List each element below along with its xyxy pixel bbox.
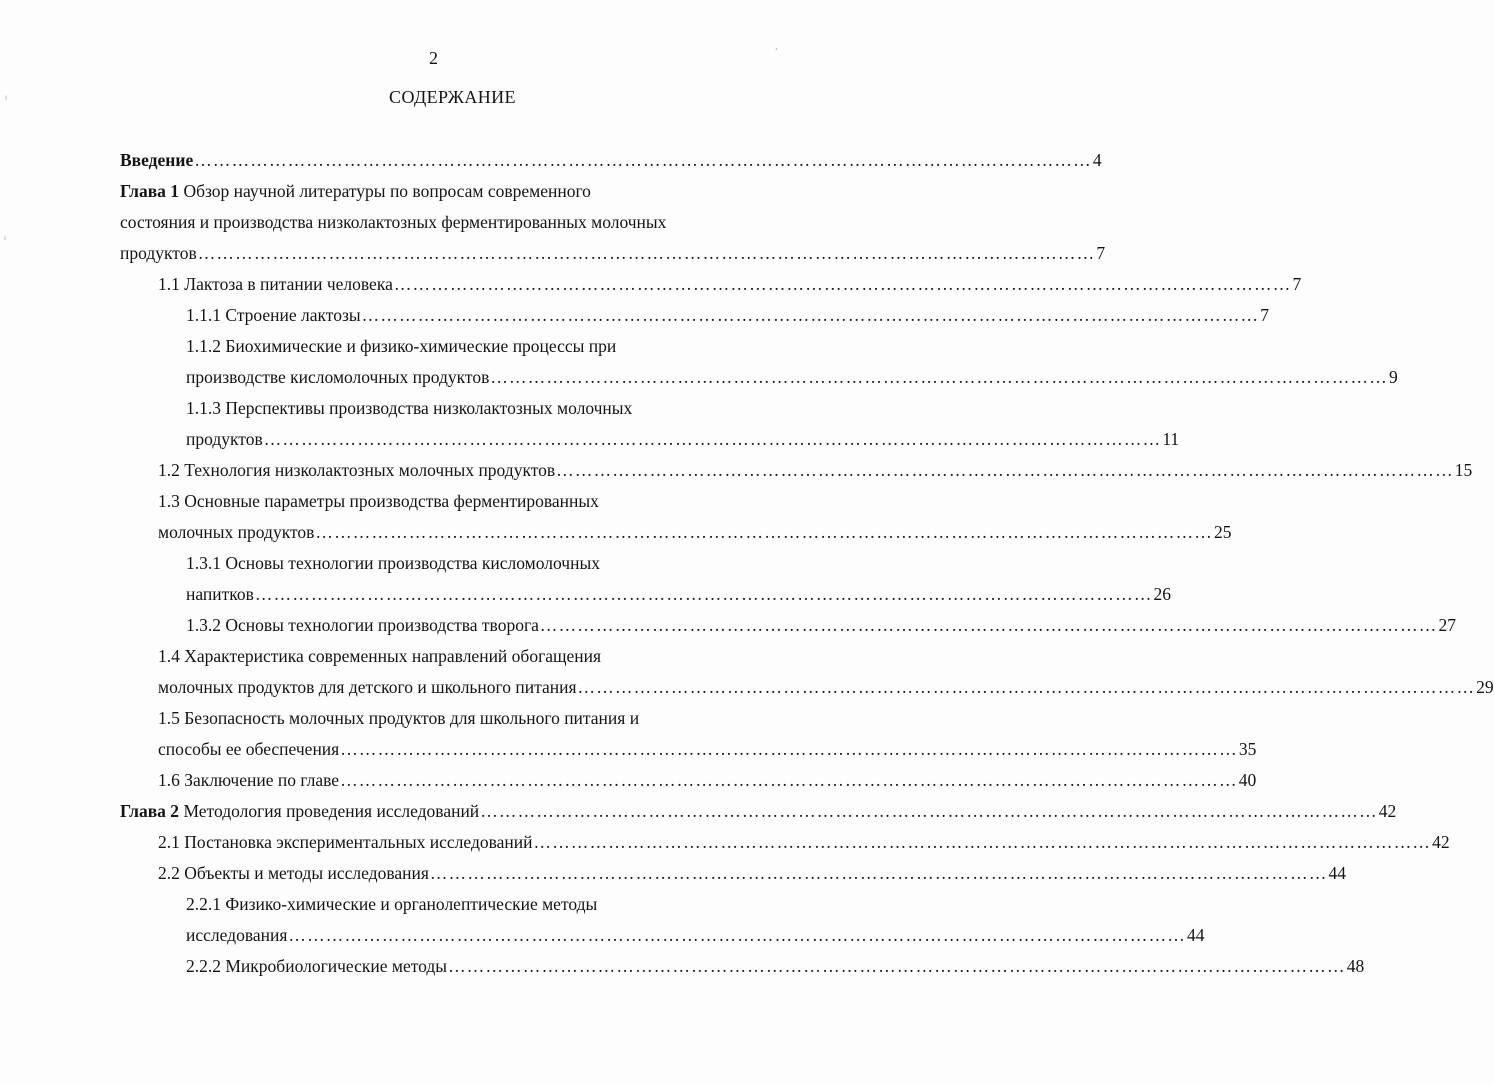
toc-entry-2-2[interactable]: 2.2 Объекты и методы исследования ……………………………………………………………………………………………………………………………… 44 [158, 858, 750, 889]
toc-entry-1-3-end[interactable]: молочных продуктов ……………………………………………………………………………………………………………………………… 25 [158, 517, 750, 548]
toc-entry-title: Методология проведения исследований [179, 801, 480, 821]
toc-entry-title: продуктов [120, 243, 197, 263]
toc-page-number: 48 [1346, 956, 1365, 976]
toc-page-number: 44 [1187, 925, 1205, 945]
toc-entry-1-1-2-end[interactable]: производстве кисломолочных продуктов ……………………………………………………………………………………………………………………………… 9 [186, 362, 750, 393]
toc-page-number: 42 [1378, 801, 1397, 821]
toc-entry-title: 1.3.2 Основы технологии производства творога [186, 615, 539, 635]
toc-page-number: 44 [1328, 863, 1347, 883]
chapter-label: Глава 1 [120, 181, 180, 201]
toc-entry-1-6[interactable]: 1.6 Заключение по главе ……………………………………………………………………………………………………………………………… 40 [158, 765, 750, 796]
scan-speck: ⁱ [4, 235, 7, 246]
toc-entry-1-3-1[interactable] [186, 548, 750, 579]
toc-entry-introduction[interactable]: Введение ……………………………………………………………………………………………………………………………… 4 [120, 145, 750, 176]
toc-entry-title: 2.2.2 Микробиологические методы [186, 956, 448, 976]
toc-page-number: 35 [1238, 739, 1257, 759]
toc-entry-title: молочных продуктов [158, 522, 315, 542]
scan-speck: ⁱ [5, 95, 8, 106]
toc-entry-title: состояния и производства низколактозных ферментированных молочных [120, 212, 667, 232]
toc-entry-title: 1.4 Характеристика современных направлений обогащения [158, 646, 602, 666]
toc-page-number: 4 [1092, 150, 1102, 170]
toc-entry-1-5[interactable] [158, 703, 750, 734]
toc-entry-1-2[interactable]: 1.2 Технология низколактозных молочных продуктов ……………………………………………………………………………………………………………………………… 15 [158, 455, 750, 486]
scan-speck: ⸳ [775, 43, 778, 54]
toc-entry-title: 1.2 Технология низколактозных молочных продуктов [158, 460, 556, 480]
toc-entry-title: исследования [186, 925, 288, 945]
toc-entry-title: продуктов [186, 429, 263, 449]
toc-entry-title: 1.1.2 Биохимические и физико-химические процессы при [186, 336, 617, 356]
toc-page-number: 7 [1292, 274, 1302, 294]
toc-page-number: 7 [1096, 243, 1106, 263]
page-title: СОДЕРЖАНИЕ [389, 87, 516, 107]
toc-page-number: 27 [1438, 615, 1456, 635]
toc-entry-title: 1.1 Лактоза в питании человека [158, 274, 393, 294]
toc-page-number: 26 [1153, 584, 1172, 604]
toc-entry-title: молочных продуктов для детского и школьного питания [158, 677, 577, 697]
toc-page-number: 29 [1476, 677, 1494, 697]
toc-page-number: 40 [1238, 770, 1257, 790]
toc-page-number: 9 [1388, 367, 1398, 387]
toc-entry-chapter-2[interactable]: Глава 2 Методология проведения исследований ……………………………………………………………………………………………………………………………… 42 [120, 796, 750, 827]
toc-entry-2-2-2[interactable]: 2.2.2 Микробиологические методы ……………………………………………………………………………………………………………………………… 48 [186, 951, 750, 982]
toc-entry-chapter-1[interactable] [120, 176, 750, 207]
toc-entry-2-1[interactable]: 2.1 Постановка экспериментальных исследований ……………………………………………………………………………………………………………………………… 42 [158, 827, 750, 858]
toc-entry-title: 1.5 Безопасность молочных продуктов для школьного питания и [158, 708, 640, 728]
toc-entry-1-1-3[interactable] [186, 393, 750, 424]
chapter-label: Глава 2 [120, 801, 180, 821]
toc-entry-chapter-1-end[interactable]: продуктов ……………………………………………………………………………………………………………………………… 7 [120, 238, 750, 269]
toc-entry-title: 1.3.1 Основы технологии производства кисломолочных [186, 553, 600, 573]
toc-entry-2-2-1-end[interactable]: исследования ……………………………………………………………………………………………………………………………… 44 [186, 920, 750, 951]
toc-entry-title: 2.2 Объекты и методы исследования [158, 863, 429, 883]
toc-entry-title: Введение [120, 150, 194, 170]
toc-entry-title: 1.3 Основные параметры производства ферментированных [158, 491, 599, 511]
page-number: 2 [429, 48, 438, 68]
toc-page-number: 15 [1454, 460, 1473, 480]
toc-entry-title: способы ее обеспечения [158, 739, 340, 759]
toc-entry-title: производстве кисломолочных продуктов [186, 367, 490, 387]
toc-entry-1-1[interactable]: 1.1 Лактоза в питании человека ……………………………………………………………………………………………………………………………… 7 [158, 269, 750, 300]
toc-entry-title: 2.1 Постановка экспериментальных исследований [158, 832, 533, 852]
toc-entry-1-4[interactable] [158, 641, 750, 672]
toc-entry-title: 1.1.3 Перспективы производства низколактозных молочных [186, 398, 633, 418]
toc-entry-title: 2.2.1 Физико-химические и органолептические методы [186, 894, 598, 914]
toc-page-number: 25 [1214, 522, 1232, 542]
toc-entry-1-5-end[interactable]: способы ее обеспечения ……………………………………………………………………………………………………………………………… 35 [158, 734, 750, 765]
toc-entry-title: 1.1.1 Строение лактозы [186, 305, 361, 325]
toc-entry-1-4-end[interactable]: молочных продуктов для детского и школьного питания ……………………………………………………………………………………………………………………………… 29 [158, 672, 750, 703]
toc-page-number: 7 [1260, 305, 1270, 325]
toc-page-number: 11 [1162, 429, 1180, 449]
toc-entry-1-3-2[interactable]: 1.3.2 Основы технологии производства творога ……………………………………………………………………………………………………………………………… 27 [186, 610, 750, 641]
toc-entry-1-1-3-end[interactable]: продуктов ……………………………………………………………………………………………………………………………… 11 [186, 424, 750, 455]
toc-entry-title: Обзор научной литературы по вопросам современного [179, 181, 591, 201]
toc-entry-chapter-1-cont [120, 207, 750, 238]
toc-entry-1-3[interactable] [158, 486, 750, 517]
toc-entry-title: напитков [186, 584, 254, 604]
toc-page-number: 42 [1432, 832, 1450, 852]
toc-entry-title: 1.6 Заключение по главе [158, 770, 340, 790]
toc-entry-1-3-1-end[interactable]: напитков ……………………………………………………………………………………………………………………………… 26 [186, 579, 750, 610]
toc-entry-1-1-1[interactable]: 1.1.1 Строение лактозы ……………………………………………………………………………………………………………………………… 7 [186, 300, 750, 331]
toc-entry-2-2-1[interactable] [186, 889, 750, 920]
toc-entry-1-1-2[interactable] [186, 331, 750, 362]
